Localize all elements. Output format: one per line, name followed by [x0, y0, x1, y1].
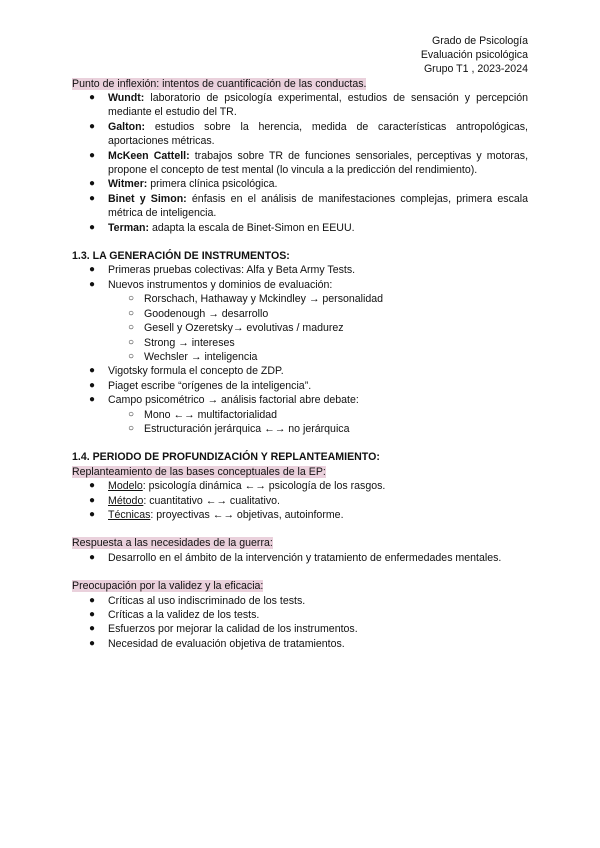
header-course: Evaluación psicológica: [420, 49, 528, 62]
list-item: ● Desarrollo en el ámbito de la intervención y tratamiento de enfermedades mentales.: [89, 551, 502, 564]
bullet-icon: ●: [89, 394, 96, 406]
bullet-icon: ●: [89, 221, 96, 233]
list-item: ● Esfuerzos por mejorar la calidad de los instrumentos.: [89, 623, 358, 636]
sublist-item: ○ Estructuración jerárquica ←→ no jerárquica: [128, 422, 350, 435]
section-instruments: [72, 249, 528, 436]
header-degree: Grado de Psicología: [432, 35, 528, 47]
section-inflection: [72, 77, 528, 235]
bullet-icon: ●: [89, 149, 96, 161]
bullet-icon: ●: [89, 551, 96, 563]
bullet-icon: ●: [89, 178, 96, 190]
section-validity-title: Preocupación por la validez y la eficacia:: [72, 580, 264, 593]
sublist-item: ○ Mono ←→ multifactorialidad: [128, 408, 278, 421]
circle-bullet-icon: ○: [128, 408, 135, 420]
list-item: ● Críticas a la validez de los tests.: [89, 609, 260, 622]
bullet-icon: ●: [89, 508, 96, 520]
sublist-item: ○ Gesell y Ozeretsky→ evolutivas / madurez: [128, 322, 344, 335]
sublist-item: ○ Goodenough → desarrollo: [128, 307, 269, 320]
list-item: ● Terman: adapta la escala de Binet-Simon en EEUU.: [89, 221, 355, 234]
section-deepening: [72, 450, 528, 522]
section-war-title: Respuesta a las necesidades de la guerra:: [72, 537, 273, 550]
bullet-icon: ●: [89, 609, 96, 621]
bullet-icon: ●: [89, 365, 96, 377]
list-item: ● Técnicas: proyectivas ←→ objetivas, autoinforme.: [89, 508, 344, 521]
list-item: ● Críticas al uso indiscriminado de los tests.: [89, 594, 306, 607]
sublist-item: ○ Rorschach, Hathaway y Mckindley → personalidad: [128, 293, 384, 306]
list-item: ● Wundt: laboratorio de psicología experimental, estudios de sensación y percepción mediante el estudio del TR.: [89, 92, 528, 119]
list-item: ● Nuevos instrumentos y dominios de evaluación:: [89, 278, 333, 291]
list-item: ● Binet y Simon: énfasis en el análisis de manifestaciones complejas, primera escala métrica de inteligencia.: [89, 192, 528, 220]
list-item: ● Vigotsky formula el concepto de ZDP.: [89, 365, 284, 378]
bullet-icon: ●: [89, 494, 96, 506]
list-item: ● Método: cuantitativo ←→ cualitativo.: [89, 494, 280, 507]
section-instruments-title: 1.3. LA GENERACIÓN DE INSTRUMENTOS:: [72, 250, 290, 263]
list-item: ● Necesidad de evaluación objetiva de tratamientos.: [89, 637, 345, 650]
sublist-item: ○ Wechsler → inteligencia: [128, 350, 258, 363]
circle-bullet-icon: ○: [128, 293, 135, 305]
validity-list: [72, 594, 528, 652]
list-item: ● Primeras pruebas colectivas: Alfa y Beta Army Tests.: [89, 264, 356, 277]
circle-bullet-icon: ○: [128, 350, 135, 362]
bullet-icon: ●: [89, 480, 96, 492]
circle-bullet-icon: ○: [128, 422, 135, 434]
bullet-icon: ●: [89, 278, 96, 290]
list-item: ● Piaget escribe “orígenes de la inteligencia”.: [89, 379, 312, 392]
instruments-sublist: [72, 292, 528, 364]
section-deepening-title: 1.4. PERIODO DE PROFUNDIZACIÓN Y REPLANTEAMIENTO:: [72, 451, 380, 464]
list-item: ● McKeen Cattell: trabajos sobre TR de funciones sensoriales, perceptivas y motoras, propone el concepto de test mental (lo vincula a la predicción del rendimiento).: [89, 149, 529, 177]
circle-bullet-icon: ○: [128, 307, 135, 319]
bullet-icon: ●: [89, 120, 96, 132]
bullet-icon: ●: [89, 637, 96, 649]
circle-bullet-icon: ○: [128, 336, 135, 348]
list-item: ● Galton: estudios sobre la herencia, medida de características antropológicas, aportaciones métricas.: [89, 120, 528, 148]
bullet-icon: ●: [89, 623, 96, 635]
list-item: ● Modelo: psicología dinámica ←→ psicología de los rasgos.: [89, 480, 386, 493]
sublist-item: ○ Strong → intereses: [128, 336, 235, 349]
debate-sublist: [72, 408, 528, 437]
section-inflection-title: Punto de inflexión: intentos de cuantificación de las conductas.: [72, 77, 367, 90]
instruments-list: [72, 263, 528, 292]
inflection-list: [72, 91, 528, 235]
document-header: [72, 34, 528, 77]
war-list: [72, 551, 528, 565]
deepening-list: [72, 479, 528, 522]
section-war: [72, 536, 528, 565]
list-item: ● Witmer: primera clínica psicológica.: [89, 178, 278, 191]
bullet-icon: ●: [89, 594, 96, 606]
bullet-icon: ●: [89, 379, 96, 391]
bullet-icon: ●: [89, 264, 96, 276]
header-group: Grupo T1 , 2023-2024: [423, 63, 528, 76]
bullet-icon: ●: [89, 192, 96, 204]
section-validity: [72, 579, 528, 651]
document-page: [72, 34, 528, 651]
circle-bullet-icon: ○: [128, 322, 135, 334]
list-item: ● Campo psicométrico → análisis factorial abre debate:: [89, 394, 359, 407]
bullet-icon: ●: [89, 92, 96, 104]
section-deepening-intro: Replanteamiento de las bases conceptuales de la EP:: [72, 465, 326, 478]
